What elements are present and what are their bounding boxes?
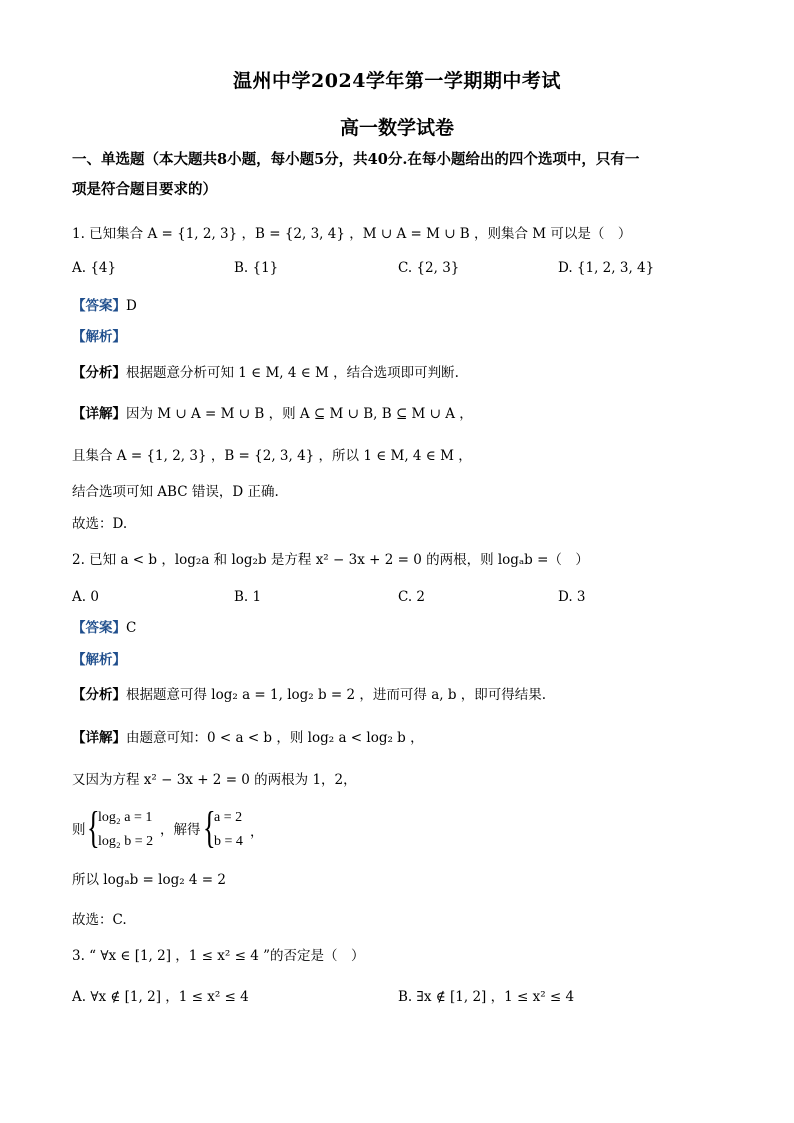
q1-answer xyxy=(72,296,137,316)
q2-option-b: B. 1 xyxy=(234,589,262,605)
left-brace-1: { xyxy=(87,803,100,852)
q2-option-c: C. 2 xyxy=(398,589,426,605)
answer-label: 【答案】 xyxy=(72,298,126,314)
q2-analysis-label: 【解析】 xyxy=(72,652,126,668)
q2-xiangjie: 【详解】由题意可知：0 < a < b ，则 log₂ a < log₂ b ， xyxy=(72,730,424,746)
q1-fenxi: 【分析】根据题意分析可知 1 ∈ M, 4 ∈ M ，结合选项即可判断. xyxy=(72,365,459,381)
q1-line3: 结合选项可知 ABC 错误，D 正确. xyxy=(72,484,279,500)
q2-answer-value: C xyxy=(126,620,137,636)
q1-answer-value: D xyxy=(126,298,137,314)
q1-analysis-label: 【解析】 xyxy=(72,329,126,345)
q3-option-b: B. ∃x ∉ [1, 2] ，1 ≤ x² ≤ 4 xyxy=(398,989,575,1005)
exam-title: 温州中学2024学年第一学期期中考试 xyxy=(233,70,561,92)
q2-solve: ，解得 xyxy=(160,822,201,838)
q2-fenxi: 【分析】根据题意可得 log₂ a = 1, log₂ b = 2 ，进而可得 a, b ，即可得结果. xyxy=(72,687,547,703)
left-brace-2: { xyxy=(203,803,216,852)
q2-option-d: D. 3 xyxy=(558,589,586,605)
q2-system-1-eq1: log₂ a = 1 xyxy=(98,810,153,825)
q2-stem: 2. 已知 a < b ，log₂a 和 log₂b 是方程 x² − 3x + 2 = 0 的两根，则 logₐb =（ ） xyxy=(72,552,589,568)
exam-subtitle: 高一数学试卷 xyxy=(339,117,454,139)
q2-line5: 故选：C. xyxy=(72,912,127,928)
q2-comma: ， xyxy=(250,824,264,840)
q1-xiangjie: 【详解】因为 M ∪ A = M ∪ B ，则 A ⊆ M ∪ B, B ⊆ M ∪ A ， xyxy=(72,406,473,422)
q1-option-a: A. {4} xyxy=(72,260,117,276)
q1-stem: 1. 已知集合 A = {1, 2, 3} ，B = {2, 3, 4} ，M ∪ A = M ∪ B ，则集合 M 可以是（ ） xyxy=(72,226,632,242)
q2-line2: 又因为方程 x² − 3x + 2 = 0 的两根为 1，2， xyxy=(72,772,357,788)
q2-option-a: A. 0 xyxy=(72,589,99,605)
q1-line2: 且集合 A = {1, 2, 3} ，B = {2, 3, 4} ，所以 1 ∈ M, 4 ∈ M ， xyxy=(72,448,472,464)
q2-system-2-eq2: b = 4 xyxy=(214,834,243,849)
q2-line4: 所以 logₐb = log₂ 4 = 2 xyxy=(72,872,226,888)
q2-system-2-eq1: a = 2 xyxy=(214,810,243,825)
section-heading-cont: 项是符合题目要求的） xyxy=(72,181,217,198)
q1-option-c: C. {2, 3} xyxy=(398,260,460,276)
q1-option-d: D. {1, 2, 3, 4} xyxy=(558,260,655,276)
q3-stem: 3. “ ∀x ∈ [1, 2] ，1 ≤ x² ≤ 4 ”的否定是（ ） xyxy=(72,948,365,964)
q3-option-a: A. ∀x ∉ [1, 2] ，1 ≤ x² ≤ 4 xyxy=(72,989,249,1005)
q1-line4: 故选：D. xyxy=(72,516,128,532)
q2-answer: 【答案】C xyxy=(72,620,137,636)
q2-system-1-eq2: log₂ b = 2 xyxy=(98,834,154,849)
section-heading: 一、单选题（本大题共8小题，每小题5分，共40分.在每小题给出的四个选项中，只有一 xyxy=(72,151,640,168)
q2-then: 则 xyxy=(72,822,86,838)
q1-option-b: B. {1} xyxy=(234,260,279,276)
